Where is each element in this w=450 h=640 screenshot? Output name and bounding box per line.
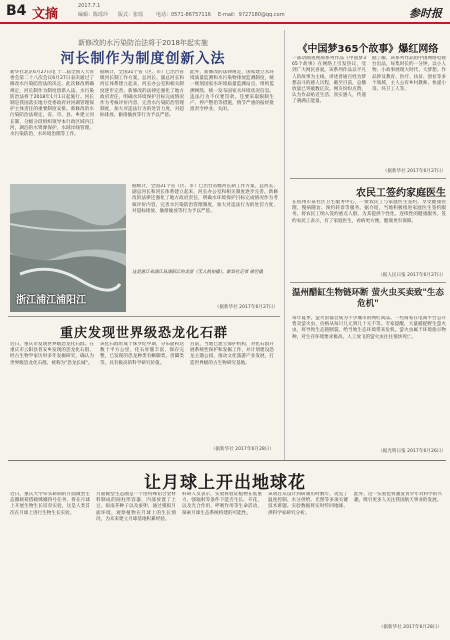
moon-body-col4: 该项目从设计到研制历时数年，攻克了温度控制、水分供给、光照等多项关键技术难题。实验数据将实时传回地球，供科学家研究分析。 [268,492,348,516]
masthead [0,0,450,22]
river-body-col3: 此外，新修改的法律规定，国家建立水环境质量监测和水污染物排放监测制度，统一规划国家水环境质量监测站点，组织监测网络，统一发布国家水环境状况信息。违法行为不仅要罚款，还要采取限制生产、停产整治等措施，情节严重的报经批准责令停业、关闭。 [190,70,274,113]
page-number: B4 [6,3,27,19]
china-dream-body: 一部动画短视频系列作品《中国梦365个故事》在网络上引发热议，受到广大网民喜爱。该系列作品以平凡人的故事为主线，讲述普通百姓为梦想奋斗的感人历程，截至目前，总播放量已突破数亿次。网友纷纷点赞，认为作品贴近生活、真实感人，传递了满满正能量。 [292,56,366,105]
issue-date: 2017.7.1 [78,3,101,9]
moon-byline: （据新华社 2017年6月28日） [378,625,442,630]
china-dream-body-2: 据了解，该系列作品由中国网络电视台出品，每集时长约一分钟，以小人物、小故事展现大时代、大梦想。作品涉及教育、医疗、扶贫、创业等多个领域，主人公有乡村教师、快递小哥、环卫工人等。 [372,56,446,93]
proof-label: 版式：张瑶 [118,12,144,18]
china-dream-byline: （据新华社 2017年6月27日） [382,169,446,174]
firefly-headline: 温州醋缸生物链环断 萤火虫买卖致"生态危机" [292,288,444,309]
moon-body-col2: 月面微型生态圈是一个由特殊铝合金材料制成的圆柱形容器，内部放置了土豆、拟南芥种子以及蚕卵，通过模拟月面环境，观察植物在月球上的生长情况，为未来建立月球基地积累经验。 [96,492,176,522]
header-rule [0,22,450,24]
moon-body-col1: 近日，重庆大学牵头研制的月面微型生态圈载荷搭载嫦娥四号任务，将在月球上开展生物生长培育实验，这是人类首次在月球上进行生物生长实验。 [10,492,90,516]
moon-body-col3: 科研人员表示，实验将验证植物在低重力、强辐射等条件下能否生长、开花，以及光合作用、呼吸作用等生命活动，探索月球生态系统构建的可能性。 [182,492,262,516]
dinosaur-body-col2: 该化石群形成于侏罗纪中期，分布面积达数十平方公里，化石骨骼丰富、保存完整，已发现的恐龙种类有蜥脚类、兽脚类等，具有极高的科学研究价值。 [100,342,184,366]
river-body-extra: 据统计，全国31个省（区、市）已出台省级河长制工作方案，总河长、副总河长和河长体系建立起来，河长办公室和相关制度逐步完善。新修改的法律还强化了地方政府责任，明确水环境保护目标完成情况作为考核评价内容，完善水污染防治管理制度，加大对违法行为的处罚力度，对超标排放、偷排偷放等行为予以严惩。 [132,184,278,214]
section-name: 文摘 [32,7,59,22]
dinosaur-byline: （据新华社 2017年6月28日） [210,447,274,452]
china-dream-headline: 《中国梦365个故事》爆红网络 [297,44,439,55]
river-body-col2: 据统计，全国31个省（区、市）已出台省级河长制工作方案，总河长、副总河长和河长体系建立起来，河长办公室和相关制度逐步完善。新修改的法律还强化了地方政府责任，明确水环境保护目标完成情况作为考核评价内容，完善水污染防治管理制度，加大对违法行为的处罚力度，对超标排放、偷排偷放等行为予以严惩。 [100,70,184,119]
divider [8,316,280,317]
firefly-byline: （据光明日报 2017年6月26日） [378,449,446,454]
river-body-col1: 新华社北京6月27日电 十二届全国人大常委会第二十八次会议6月27日表决通过了修改水污染防治法的决定。此次修改明确规定，河长制作为制度创新入法，水污染防治法将于2018年1月1日起施行。河长制是我国落实地方党委政府对河湖管理保护主体责任的重要制度安排。新修改的水污染防治法规定，省、市、县、乡建立河长制，分级分段组织领导本行政区域内江河、湖泊的水资源保护、水域岸线管理、水污染防治、水环境治理等工作。 [10,70,94,138]
phone-number: 电话：0571-86757116 [156,12,211,18]
farmer-doctor-headline: 农民工签约家庭医生 [356,188,446,199]
photo-label: 浙江浦江浦阳江 [16,295,86,306]
river-photo [10,184,126,312]
farmer-doctor-body: 在杭州市某社区卫生服务中心，一批农民工与家庭医生签约，享受健康管理、慢病随访、预约转诊等服务。据介绍，当地积极推进家庭医生签约服务，将农民工纳入签约重点人群，为其提供个性化、连续性的健康服务。签约农民工表示，有了家庭医生，看病更方便，健康更有保障。 [292,200,446,224]
river-photo-caption: 这是浙江省浦江县浦阳江的美景（无人机拍摄）。新华社记者 徐昱摄 [132,270,263,275]
river-byline: （据新华社 2017年6月27日） [214,305,278,310]
divider [290,282,446,283]
newspaper-brand: 参时报 [409,7,442,20]
river-kicker: 新修改的水污染防治法将于2018年起实施 [78,39,208,47]
divider [8,460,446,461]
river-headline: 河长制作为制度创新入法 [60,51,226,67]
dinosaur-headline: 重庆发现世界级恐龙化石群 [59,326,228,341]
email-address: E-mail：9727180@qq.com [218,12,285,18]
moon-body-col5: 此外，这一实验也将激发青少年对科学的兴趣，吸引更多人关注我国航天事业的发展。 [354,492,442,504]
firefly-body: 每年夏季，萤火虫都会成为不少城市的网红商品。一些商家在电商平台公开售卖萤火虫，价格从每只几元到几十元不等。专家提醒，大量捕捉野生萤火虫，将导致生态链断裂，给当地生态环境带来危机。萤火虫属于环境指示物种，对生存环境要求极高，人工放飞的萤火虫往往很快死亡。 [292,316,446,340]
farmer-doctor-byline: （据人民日报 2017年6月27日） [378,273,446,278]
divider [290,178,446,179]
moon-headline: 让月球上开出地球花 [144,473,306,493]
dinosaur-body-col1: 近日，重庆市发现世界级恐龙化石群。在重庆市云阳县普安乡发现的恐龙化石群，经古生物学家历时多年发掘研究，确认为世界级恐龙化石群，被称为"恐龙长城"。 [10,342,94,366]
editor-label: 编辑：陈瑶玲 [78,12,109,18]
dinosaur-body-col3: 目前，当地已建立保护机构，对化石群开展系统性保护和发掘工作，并计划建设恐龙主题公园，推动文化旅游产业发展，打造世界级的古生物研究基地。 [190,342,274,366]
column-divider [284,30,285,460]
